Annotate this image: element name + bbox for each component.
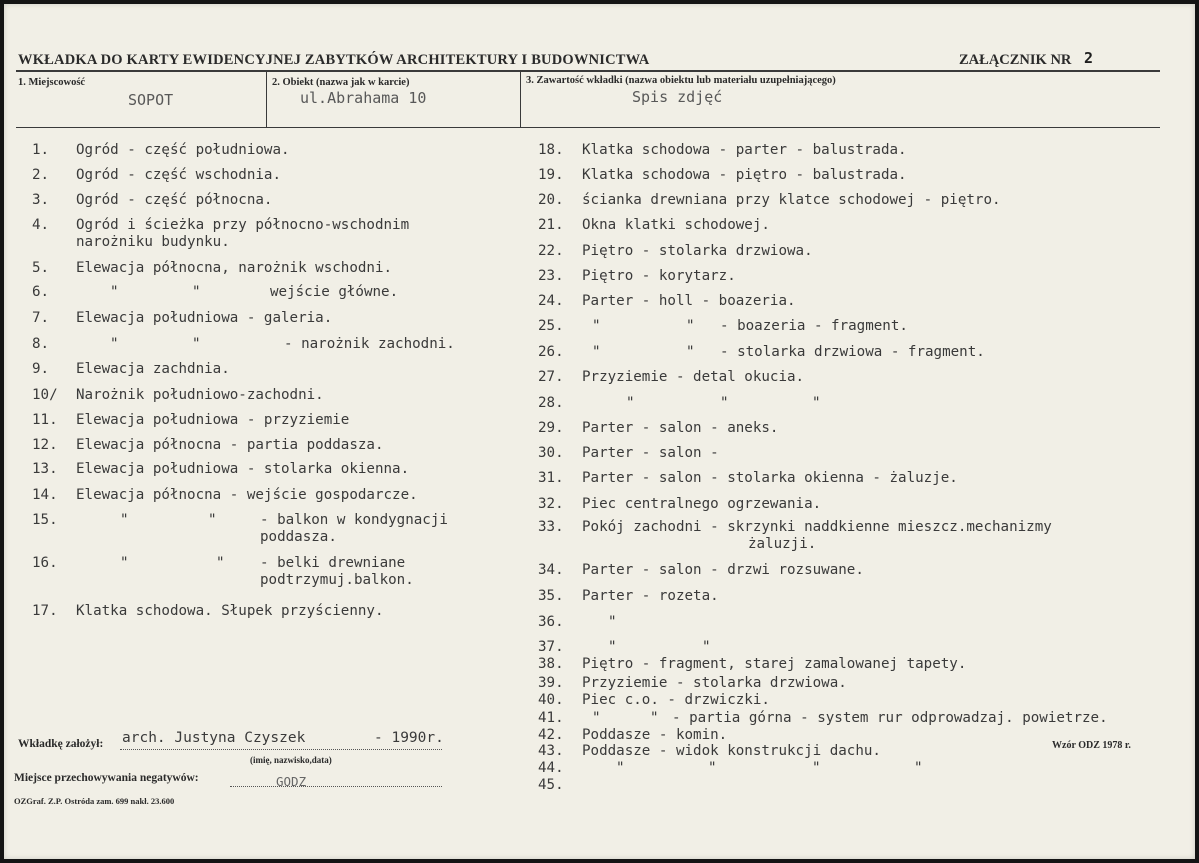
ditto-mark: " — [650, 710, 659, 726]
item-text: Piec c.o. - drzwiczki. — [582, 692, 770, 708]
item-number: 29. — [538, 420, 564, 436]
content-value: Spis zdjęć — [632, 88, 723, 106]
item-number: 15. — [32, 512, 58, 528]
content-label: 3. Zawartość wkładki (nazwa obiektu lub materiału uzupełniającego) — [526, 75, 836, 86]
item-text: - partia górna - system rur odprowadzaj. powietrze. — [672, 710, 1108, 726]
form-title: WKŁADKA DO KARTY EWIDENCYJNEJ ZABYTKÓW ARCHITEKTURY I BUDOWNICTWA — [18, 52, 650, 68]
item-number: 27. — [538, 369, 564, 385]
item-text: Narożnik południowo-zachodni. — [76, 387, 324, 403]
ditto-mark: " — [110, 336, 119, 352]
item-text: Parter - salon - — [582, 445, 719, 461]
ditto-mark: " — [702, 639, 711, 655]
item-number: 33. — [538, 519, 564, 535]
fields-bottom-rule — [16, 127, 1160, 128]
item-text: Klatka schodowa. Słupek przyścienny. — [76, 603, 384, 619]
ditto-mark: " — [686, 318, 695, 334]
item-text: ścianka drewniana przy klatce schodowej - piętro. — [582, 192, 1001, 208]
item-text: wejście główne. — [270, 284, 399, 300]
ditto-mark: " — [192, 336, 201, 352]
founded-label: Wkładkę założył: — [18, 738, 104, 750]
item-text: Piętro - fragment, starej zamalowanej tapety. — [582, 656, 967, 672]
item-number: 6. — [32, 284, 50, 300]
ditto-mark: " — [608, 614, 617, 630]
item-text: - balkon w kondygnacji — [260, 512, 448, 528]
item-number: 7. — [32, 310, 50, 326]
item-number: 40. — [538, 692, 564, 708]
founded-caption: (imię, nazwisko,data) — [250, 755, 332, 765]
ditto-mark: " — [120, 512, 129, 528]
ditto-mark: " — [592, 318, 601, 334]
item-text: - narożnik zachodni. — [284, 336, 455, 352]
item-text: narożniku budynku. — [76, 234, 230, 250]
ditto-mark: " — [208, 512, 217, 528]
item-text: Parter - holl - boazeria. — [582, 293, 796, 309]
ditto-mark: " — [216, 555, 225, 571]
item-text: Piętro - korytarz. — [582, 268, 736, 284]
item-number: 8. — [32, 336, 50, 352]
item-number: 16. — [32, 555, 58, 571]
item-number: 20. — [538, 192, 564, 208]
item-number: 18. — [538, 142, 564, 158]
founded-year: - 1990r. — [374, 730, 444, 746]
item-text: Klatka schodowa - piętro - balustrada. — [582, 167, 907, 183]
ditto-mark: " — [812, 760, 821, 776]
item-number: 44. — [538, 760, 564, 776]
item-number: 28. — [538, 395, 564, 411]
item-text: Przyziemie - detal okucia. — [582, 369, 805, 385]
ditto-mark: " — [914, 760, 923, 776]
ditto-mark: " — [708, 760, 717, 776]
item-number: 5. — [32, 260, 50, 276]
item-text: Ogród - część wschodnia. — [76, 167, 281, 183]
form-reference: Wzór ODZ 1978 r. — [1052, 740, 1131, 751]
item-text: Elewacja południowa - stolarka okienna. — [76, 461, 410, 477]
object-label: 2. Obiekt (nazwa jak w karcie) — [272, 77, 410, 88]
item-number: 24. — [538, 293, 564, 309]
storage-value: GODZ — [276, 774, 307, 789]
item-text: Ogród - część południowa. — [76, 142, 290, 158]
item-number: 9. — [32, 361, 50, 377]
item-text: Ogród - część północna. — [76, 192, 273, 208]
item-number: 4. — [32, 217, 50, 233]
item-number: 19. — [538, 167, 564, 183]
item-number: 31. — [538, 470, 564, 486]
object-value: ul.Abrahama 10 — [300, 89, 427, 107]
item-text: - stolarka drzwiowa - fragment. — [720, 344, 985, 360]
item-text: - belki drewniane — [260, 555, 406, 571]
item-text: Ogród i ścieżka przy północno-wschodnim — [76, 217, 410, 233]
item-number: 2. — [32, 167, 50, 183]
ditto-mark: " — [686, 344, 695, 360]
item-number: 42. — [538, 727, 564, 743]
storage-label: Miejsce przechowywania negatywów: — [14, 772, 199, 784]
item-text: żaluzji. — [748, 536, 817, 552]
item-number: 39. — [538, 675, 564, 691]
item-text: Parter - salon - aneks. — [582, 420, 779, 436]
item-number: 23. — [538, 268, 564, 284]
item-text: Elewacja południowa - galeria. — [76, 310, 333, 326]
item-number: 36. — [538, 614, 564, 630]
item-number: 41. — [538, 710, 564, 726]
item-text: Przyziemie - stolarka drzwiowa. — [582, 675, 847, 691]
item-text: Elewacja południowa - przyziemie — [76, 412, 350, 428]
ditto-mark: " — [812, 395, 821, 411]
item-text: podtrzymuj.balkon. — [260, 572, 414, 588]
item-number: 26. — [538, 344, 564, 360]
item-text: Poddasze - komin. — [582, 727, 728, 743]
field-divider-1 — [266, 72, 267, 128]
item-text: Elewacja północna - partia poddasza. — [76, 437, 384, 453]
ditto-mark: " — [608, 639, 617, 655]
item-number: 35. — [538, 588, 564, 604]
item-number: 17. — [32, 603, 58, 619]
header-rule — [16, 70, 1160, 72]
field-divider-2 — [520, 72, 521, 128]
item-text: Piętro - stolarka drzwiowa. — [582, 243, 813, 259]
ditto-mark: " — [626, 395, 635, 411]
item-number: 10/ — [32, 387, 58, 403]
item-text: Elewacja północna - wejście gospodarcze. — [76, 487, 418, 503]
attachment-label: ZAŁĄCZNIK NR — [959, 52, 1072, 68]
item-text: poddasza. — [260, 529, 337, 545]
inventory-card — [4, 4, 1195, 859]
item-text: Okna klatki schodowej. — [582, 217, 770, 233]
ditto-mark: " — [592, 710, 601, 726]
item-text: Parter - salon - drzwi rozsuwane. — [582, 562, 864, 578]
printer-info: OZGraf. Z.P. Ostróda zam. 699 nakł. 23.600 — [14, 796, 175, 806]
item-number: 13. — [32, 461, 58, 477]
founded-dotted-line — [120, 749, 442, 750]
item-number: 37. — [538, 639, 564, 655]
item-number: 21. — [538, 217, 564, 233]
ditto-mark: " — [616, 760, 625, 776]
item-number: 45. — [538, 777, 564, 793]
item-number: 1. — [32, 142, 50, 158]
item-text: Parter - rozeta. — [582, 588, 719, 604]
ditto-mark: " — [120, 555, 129, 571]
item-text: Elewacja zachdnia. — [76, 361, 230, 377]
item-number: 25. — [538, 318, 564, 334]
place-value: SOPOT — [128, 91, 174, 109]
storage-dotted-line — [230, 786, 442, 787]
item-number: 30. — [538, 445, 564, 461]
item-number: 38. — [538, 656, 564, 672]
item-text: Pokój zachodni - skrzynki naddkienne mieszcz.mechanizmy — [582, 519, 1052, 535]
item-text: Piec centralnego ogrzewania. — [582, 496, 822, 512]
item-number: 11. — [32, 412, 58, 428]
item-text: Parter - salon - stolarka okienna - żaluzje. — [582, 470, 958, 486]
item-text: Klatka schodowa - parter - balustrada. — [582, 142, 907, 158]
ditto-mark: " — [110, 284, 119, 300]
item-number: 34. — [538, 562, 564, 578]
attachment-number: 2 — [1084, 49, 1094, 67]
ditto-mark: " — [592, 344, 601, 360]
ditto-mark: " — [192, 284, 201, 300]
item-number: 22. — [538, 243, 564, 259]
item-text: Elewacja północna, narożnik wschodni. — [76, 260, 393, 276]
ditto-mark: " — [720, 395, 729, 411]
item-number: 3. — [32, 192, 50, 208]
item-text: Poddasze - widok konstrukcji dachu. — [582, 743, 881, 759]
item-text: - boazeria - fragment. — [720, 318, 908, 334]
item-number: 32. — [538, 496, 564, 512]
item-number: 14. — [32, 487, 58, 503]
item-number: 43. — [538, 743, 564, 759]
place-label: 1. Miejscowość — [18, 77, 86, 88]
founded-value: arch. Justyna Czyszek — [122, 730, 306, 746]
item-number: 12. — [32, 437, 58, 453]
